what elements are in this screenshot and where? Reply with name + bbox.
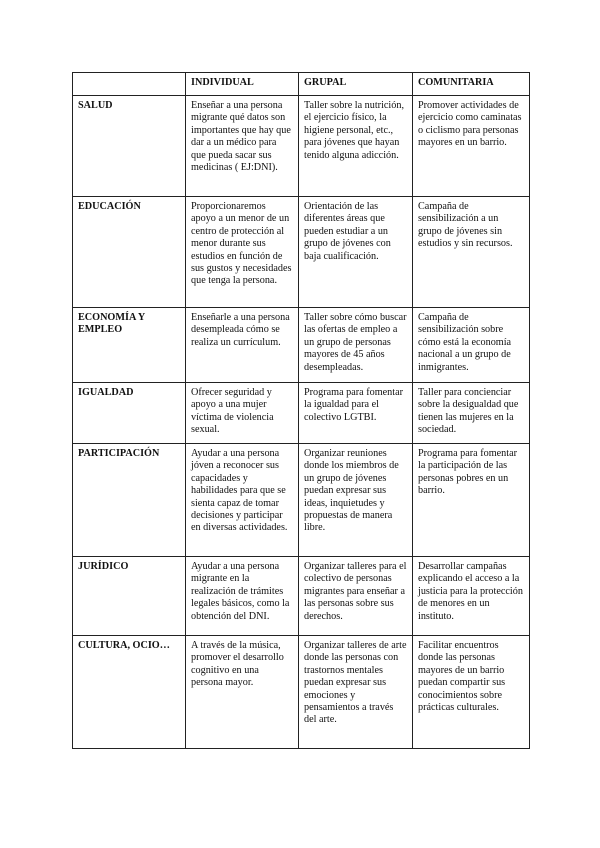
table-row [73, 197, 530, 308]
cell-grupal: Organizar reuniones donde los miembros de un grupo de jóvenes puedan expresar sus ideas, inquietudes y propuestas de manera libre. [299, 444, 413, 557]
header-comunitaria: COMUNITARIA [413, 73, 530, 96]
cell-comunitaria: Campaña de sensibilización a un grupo de jóvenes sin estudios y sin recursos. [413, 197, 530, 308]
table-row [73, 557, 530, 636]
row-label: EDUCACIÓN [73, 197, 186, 308]
row-label: CULTURA, OCIO… [73, 636, 186, 749]
cell-individual: Ayudar a una persona jóven a reconocer sus capacidades y habilidades para que se sienta capaz de tomar decisiones y participar en diversas actividades. [186, 444, 299, 557]
cell-individual: Enseñarle a una persona desempleada cómo se realiza un currículum. [186, 308, 299, 383]
header-corner [73, 73, 186, 96]
cell-individual: A través de la música, promover el desarrollo cognitivo en una persona mayor. [186, 636, 299, 749]
cell-grupal: Programa para fomentar la igualdad para el colectivo LGTBI. [299, 383, 413, 444]
cell-comunitaria: Programa para fomentar la participación de las personas pobres en un barrio. [413, 444, 530, 557]
cell-comunitaria: Desarrollar campañas explicando el acceso a la justicia para la protección de menores en un instituto. [413, 557, 530, 636]
cell-grupal: Taller sobre la nutrición, el ejercicio físico, la higiene personal, etc., para jóvenes que hayan tenido alguna adicción. [299, 96, 413, 197]
cell-grupal: Organizar talleres de arte donde las personas con trastornos mentales puedan expresar sus emociones y pensamientos a través del arte. [299, 636, 413, 749]
row-label: IGUALDAD [73, 383, 186, 444]
header-grupal: GRUPAL [299, 73, 413, 96]
table-row [73, 96, 530, 197]
table-row [73, 383, 530, 444]
cell-individual: Ayudar a una persona migrante en la realización de trámites legales básicos, como la obtención del DNI. [186, 557, 299, 636]
cell-individual: Ofrecer seguridad y apoyo a una mujer víctima de violencia sexual. [186, 383, 299, 444]
intervention-table [72, 72, 530, 749]
row-label: ECONOMÍA Y EMPLEO [73, 308, 186, 383]
cell-comunitaria: Facilitar encuentros donde las personas mayores de un barrio puedan compartir sus conocimientos sobre prácticas culturales. [413, 636, 530, 749]
row-label: JURÍDICO [73, 557, 186, 636]
header-individual: INDIVIDUAL [186, 73, 299, 96]
cell-comunitaria: Taller para concienciar sobre la desigualdad que tienen las mujeres en la sociedad. [413, 383, 530, 444]
table-row [73, 308, 530, 383]
table-row [73, 444, 530, 557]
cell-comunitaria: Campaña de sensibilización sobre cómo está la economía nacional a un grupo de inmigrantes. [413, 308, 530, 383]
cell-grupal: Organizar talleres para el colectivo de personas migrantes para enseñar a las personas sobre sus derechos. [299, 557, 413, 636]
cell-individual: Enseñar a una persona migrante qué datos son importantes que hay que dar a un médico para que pueda sacar sus medicinas ( EJ:DNI). [186, 96, 299, 197]
table-row [73, 636, 530, 749]
row-label: SALUD [73, 96, 186, 197]
cell-individual: Proporcionaremos apoyo a un menor de un centro de protección al menor durante sus estudios en función de sus gustos y necesidades que tenga la persona. [186, 197, 299, 308]
cell-grupal: Orientación de las diferentes áreas que pueden estudiar a un grupo de jóvenes con baja cualificación. [299, 197, 413, 308]
row-label: PARTICIPACIÓN [73, 444, 186, 557]
header-row [73, 73, 530, 96]
cell-grupal: Taller sobre cómo buscar las ofertas de empleo a un grupo de personas mayores de 45 años desempleadas. [299, 308, 413, 383]
cell-comunitaria: Promover actividades de ejercicio como caminatas o ciclismo para personas mayores en un barrio. [413, 96, 530, 197]
